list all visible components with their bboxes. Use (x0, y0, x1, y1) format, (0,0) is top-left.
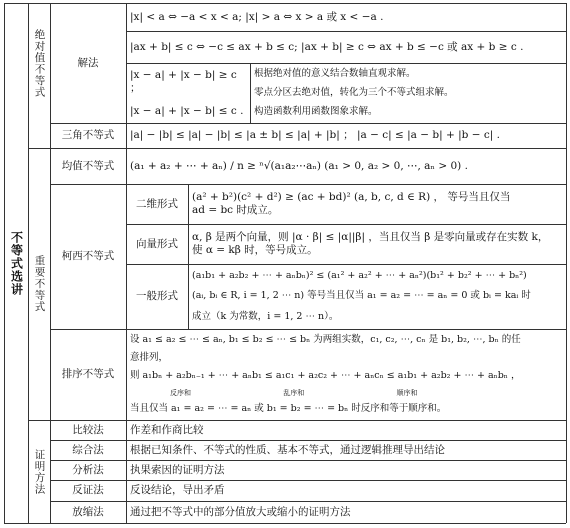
mean-formula: (a₁ + a₂ + ⋯ + aₙ) / n ≥ ⁿ√(a₁a₂⋯aₙ) (a₁ > 0, a₂ > 0, ⋯, aₙ > 0) . (130, 159, 468, 172)
cauchy-label: 柯西不等式 (61, 250, 115, 262)
proof-method-4: 放缩法 (72, 505, 104, 518)
rearr-label: 排序不等式 (61, 368, 115, 380)
abs-line-1: |x| < a ⇔ −a < x < a; |x| > a ⇔ x > a 或 x < −a . (130, 10, 384, 23)
root-label: 不等式选讲 (9, 230, 24, 296)
proof-method-1: 综合法 (72, 443, 104, 456)
proof-desc-2: 执果索因的证明方法 (130, 463, 225, 476)
divider (50, 460, 566, 461)
divider (188, 184, 189, 329)
note-3: 构造函数利用函数图象求解。 (254, 105, 378, 117)
divider (50, 329, 566, 330)
divider (126, 264, 566, 265)
abs-notes (250, 63, 566, 123)
absolute-group-label: 绝对值不等式 (33, 28, 46, 98)
rearr-sub-random: 乱序和 (283, 388, 305, 397)
mean-label: 均值不等式 (61, 159, 115, 172)
important-group-label: 重要不等式 (33, 255, 46, 313)
method-label: 解法 (77, 56, 99, 69)
proof-method-2: 分析法 (72, 463, 104, 476)
abs-line-2: |ax + b| ≤ c ⇔ −c ≤ ax + b ≤ c; |ax + b| ≥ c ⇔ ax + b ≤ −c 或 ax + b ≥ c . (130, 40, 524, 53)
divider (50, 3, 51, 523)
proof-desc-4: 通过把不等式中的部分值放大或缩小的证明方法 (130, 505, 351, 518)
abs-line-3: |x − a| + |x − b| ≥ c ； |x − a| + |x − b| ≤ c . (130, 68, 244, 117)
divider (50, 123, 566, 124)
rearr-sub-reverse: 反序和 (170, 388, 191, 397)
divider (126, 3, 127, 523)
proof-method-0: 比较法 (72, 423, 104, 436)
proof-method-3: 反证法 (72, 484, 104, 496)
note-2: 零点分区去绝对值，转化为三个不等式组求解。 (254, 86, 454, 98)
divider (126, 31, 566, 32)
rearr-sub-order: 顺序和 (396, 388, 418, 397)
triangle-label: 三角不等式 (61, 129, 115, 141)
divider (28, 148, 566, 149)
table-border-right (566, 3, 567, 523)
table-border-top (4, 3, 566, 4)
note-1: 根据绝对值的意义结合数轴直观求解。 (254, 68, 416, 80)
table-border-bottom (4, 523, 566, 524)
general-content: (a₁b₁ + a₂b₂ + ⋯ + aₙbₙ)² ≤ (a₁² + a₂² + ⋯ + aₙ²)(b₁² + b₂² + ⋯ + bₙ²) (aᵢ, bᵢ ∈ R, i = 1, 2 ⋯ n) 等号当且仅当 a₁ = a₂ = ⋯ = aₙ = 0 或 bᵢ = kaᵢ 时 成立（k 为常数，i = 1, 2 ⋯ n）。 (192, 270, 531, 322)
vector-content: α, β 是两个向量，则 |α · β| ≤ |α||β| ，当且仅当 β 是零向量或存在实数 k， 使 α = kβ 时，等号成立。 (192, 231, 549, 256)
triangle-formula: |a| − |b| ≤ |a| − |b| ≤ |a ± b| ≤ |a| + |b| ； |a − c| ≤ |a − b| + |b − c| . (130, 129, 500, 141)
proof-desc-0: 作差和作商比较 (130, 423, 204, 436)
divider (250, 63, 251, 123)
divider (126, 224, 566, 225)
divider (50, 184, 566, 185)
two-dim-label: 二维形式 (136, 197, 178, 210)
divider (28, 3, 29, 523)
vector-label: 向量形式 (136, 237, 178, 250)
divider (50, 440, 566, 441)
rearr-content: 设 a₁ ≤ a₂ ≤ ⋯ ≤ aₙ, b₁ ≤ b₂ ≤ ⋯ ≤ bₙ 为两组实数，c₁, c₂, ⋯, cₙ 是 b₁, b₂, ⋯, bₙ 的任 意排列， 则 a₁bₙ + a₂bₙ₋₁ + ⋯ + aₙb₁ ≤ a₁c₁ + a₂c₂ + ⋯ + aₙcₙ ≤ a₁b₁ + a₂b₂ + ⋯ + aₙbₙ ， 反序和 乱序和 顺序和 当且仅当 a₁ = a₂ = ⋯ = aₙ 或 b₁ = b₂ = ⋯ = bₙ 时反序和等于顺序和。 (130, 334, 521, 414)
divider (28, 420, 566, 421)
divider (50, 501, 566, 502)
two-dim-content: (a² + b²)(c² + d²) ≥ (ac + bd)² (a, b, c, d ∈ R) ， 等号当且仅当 ad = bc 时成立。 (192, 191, 511, 216)
divider (126, 63, 566, 64)
divider (50, 480, 566, 481)
general-label: 一般形式 (136, 290, 178, 302)
table-border-left (4, 3, 5, 523)
proof-desc-1: 根据已知条件、不等式的性质、基本不等式，通过逻辑推理导出结论 (130, 443, 445, 456)
proof-group-label: 证明方法 (33, 448, 46, 495)
proof-desc-3: 反设结论，导出矛盾 (130, 484, 225, 496)
